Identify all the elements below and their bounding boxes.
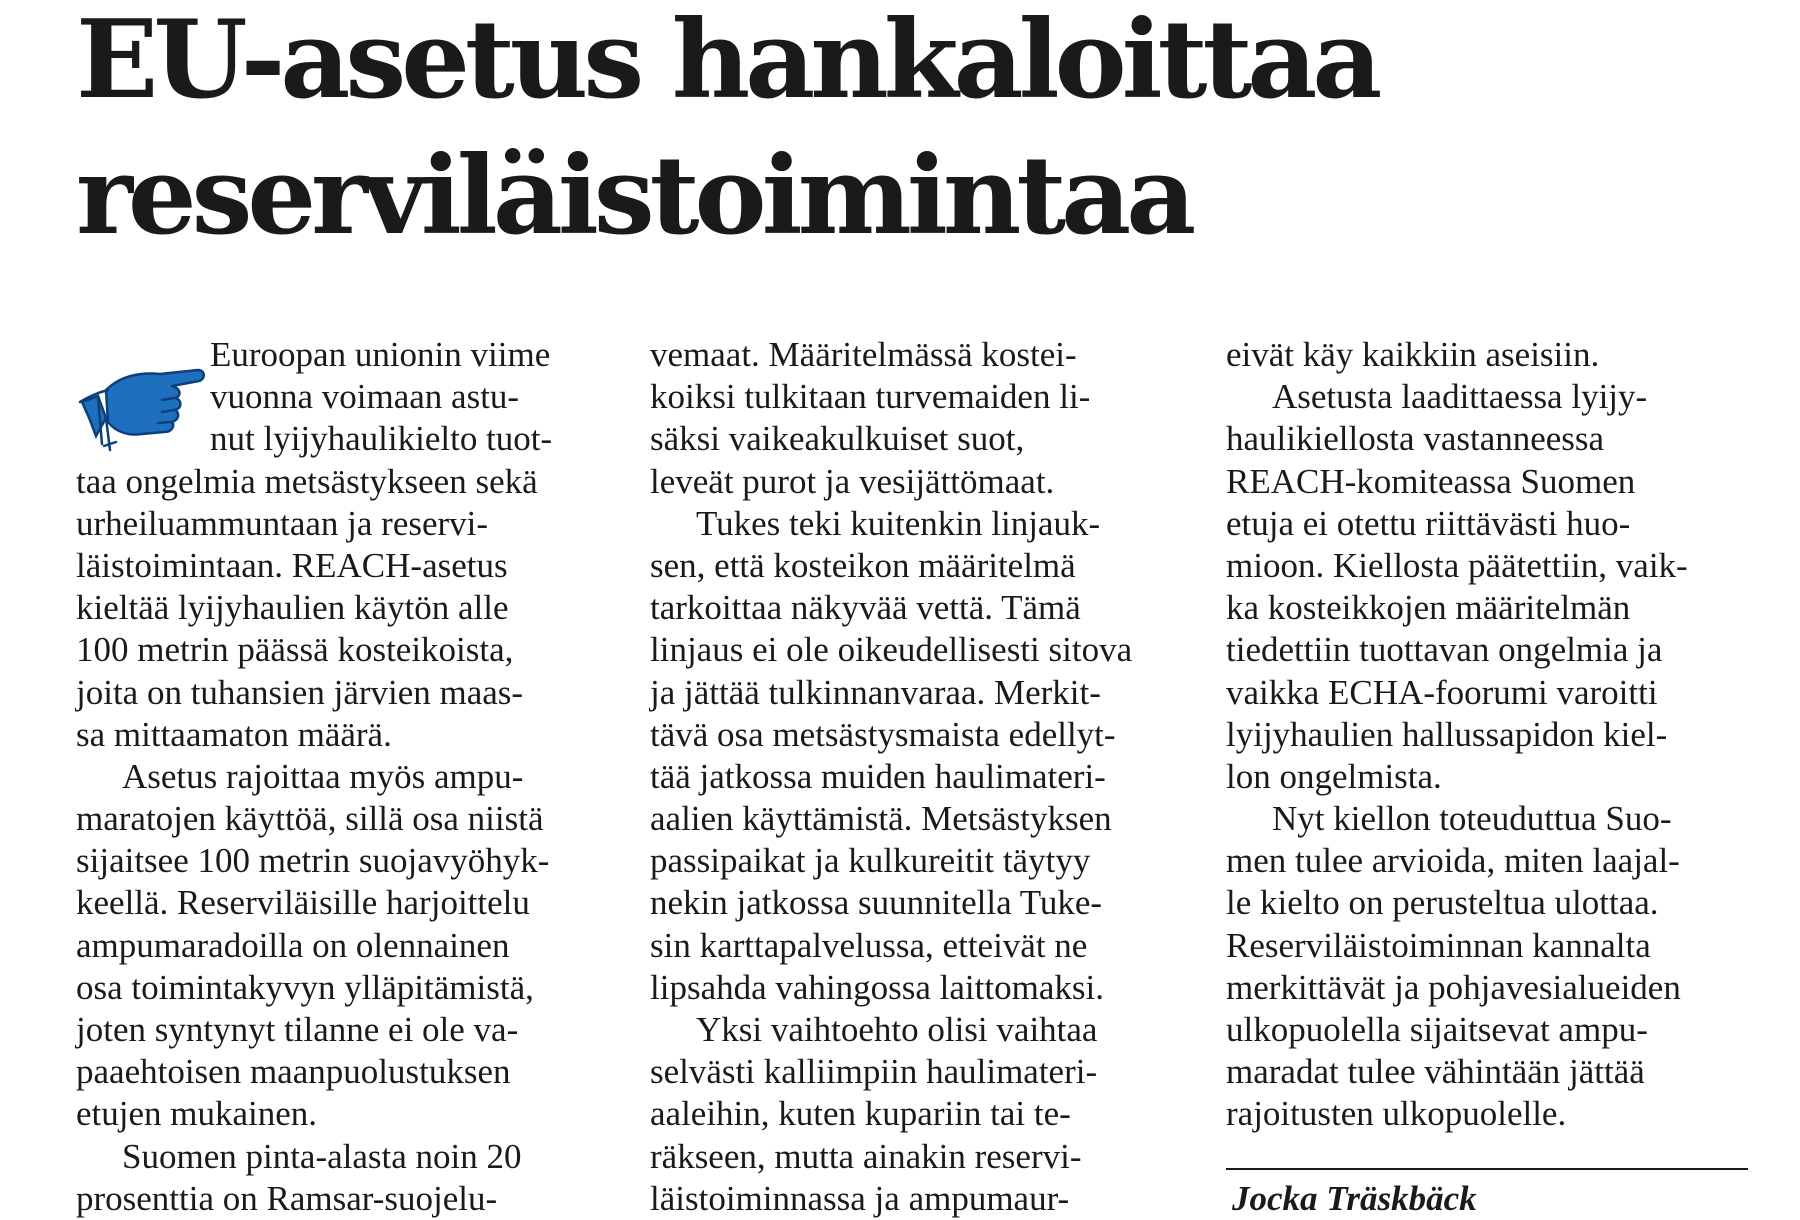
text-line: REACH-komiteassa Suomen <box>1226 461 1636 501</box>
text-line: tävä osa metsästysmaista edellyt- <box>650 714 1116 754</box>
text-line: sijaitsee 100 metrin suojavyöhyk- <box>76 841 550 881</box>
text-line: haulikiellosta vastanneessa <box>1226 419 1605 459</box>
text-line: lipsahda vahingossa laittomaksi. <box>650 967 1104 1007</box>
article-column-1 <box>76 334 616 1220</box>
text-line: sen, että kosteikon määritelmä <box>650 545 1076 585</box>
text-line: paaehtoisen maanpuolustuksen <box>76 1052 511 1092</box>
text-line: ja jättää tulkinnanvaraa. Merkit- <box>650 672 1101 712</box>
text-line: sa mittaamaton määrä. <box>76 714 392 754</box>
text-line: eivät käy kaikkiin aseisiin. <box>1226 335 1600 374</box>
text-line: lon ongelmista. <box>1226 756 1442 796</box>
text-line: joten syntynyt tilanne ei ole va- <box>76 1010 519 1049</box>
text-line: mioon. Kiellosta päätettiin, vaik- <box>1226 545 1688 585</box>
text-line: Tukes teki kuitenkin linjauk- <box>696 503 1101 543</box>
text-line: maratojen käyttöä, sillä osa niistä <box>76 799 544 839</box>
text-line: osa toimintakyvyn ylläpitämistä, <box>76 967 534 1007</box>
text-line: tiedettiin tuottavan ongelmia ja <box>1226 630 1663 670</box>
text-line: räkseen, mutta ainakin reservi- <box>650 1136 1082 1176</box>
text-line: merkittävät ja pohjavesialueiden <box>1226 967 1681 1007</box>
text-line: ulkopuolella sijaitsevat ampu- <box>1226 1010 1648 1049</box>
text-line: ampumaradoilla on olennainen <box>76 925 510 965</box>
text-line: Suomen pinta-alasta noin 20 <box>122 1136 522 1176</box>
byline-divider <box>1226 1168 1748 1170</box>
text-line: keellä. Reserviläisille harjoittelu <box>76 883 530 923</box>
text-line: säksi vaikeakulkuiset suot, <box>650 419 1025 459</box>
headline-line: EU-asetus hankaloittaa <box>76 0 1378 123</box>
text-line: leveät purot ja vesijättömaat. <box>650 461 1055 501</box>
text-line: vuonna voimaan astu- <box>210 377 520 417</box>
text-line: nekin jatkossa suunnitella Tuke- <box>650 883 1103 923</box>
text-line: aalien käyttämistä. Metsästyksen <box>650 799 1112 839</box>
article-column-3 <box>1226 334 1766 1136</box>
text-line: le kielto on perusteltua ulottaa. <box>1226 883 1659 923</box>
text-line: joita on tuhansien järvien maas- <box>76 672 524 712</box>
text-line: urheiluammuntaan ja reservi- <box>76 503 489 543</box>
text-line: Yksi vaihtoehto olisi vaihtaa <box>696 1010 1098 1049</box>
byline: Jocka Träskbäck <box>1232 1179 1477 1218</box>
text-line: kieltää lyijyhaulien käytön alle <box>76 588 509 628</box>
text-line: etuja ei otettu riittävästi huo- <box>1226 503 1631 543</box>
text-line: tää jatkossa muiden haulimateri- <box>650 756 1106 796</box>
text-line: läistoimintaan. REACH-asetus <box>76 545 508 585</box>
text-line: Euroopan unionin viime <box>210 335 551 374</box>
text-line: taa ongelmia metsästykseen sekä <box>76 461 538 501</box>
article-column-2 <box>650 334 1190 1220</box>
text-line: vaikka ECHA-foorumi varoitti <box>1226 672 1658 712</box>
text-line: selvästi kalliimpiin haulimateri- <box>650 1052 1098 1092</box>
text-line: men tulee arvioida, miten laajal- <box>1226 841 1680 881</box>
text-line: linjaus ei ole oikeudellisesti sitova <box>650 630 1133 670</box>
text-line: passipaikat ja kulkureitit täytyy <box>650 841 1091 881</box>
text-line: prosenttia on Ramsar-suojelu- <box>76 1178 498 1218</box>
text-line: Nyt kiellon toteuduttua Suo- <box>1272 799 1672 839</box>
text-line: Asetus rajoittaa myös ampu- <box>122 756 524 796</box>
text-line: lyijyhaulien hallussapidon kiel- <box>1226 714 1668 754</box>
text-line: sin karttapalvelussa, etteivät ne <box>650 925 1088 965</box>
text-line: vemaat. Määritelmässä kostei- <box>650 335 1077 374</box>
text-line: maradat tulee vähintään jättää <box>1226 1052 1645 1092</box>
text-line: ka kosteikkojen määritelmän <box>1226 588 1631 628</box>
text-line: koiksi tulkitaan turvemaiden li- <box>650 377 1091 417</box>
text-line: etujen mukainen. <box>76 1094 318 1134</box>
text-line: Reserviläistoiminnan kannalta <box>1226 925 1651 965</box>
text-line: tarkoittaa näkyvää vettä. Tämä <box>650 588 1081 628</box>
text-line: 100 metrin päässä kosteikoista, <box>76 630 514 670</box>
article-headline <box>76 0 1576 264</box>
headline-line: reserviläistoimintaa <box>76 133 1192 259</box>
text-line: nut lyijyhaulikielto tuot- <box>210 419 553 459</box>
text-line: aaleihin, kuten kupariin tai te- <box>650 1094 1071 1134</box>
text-line: rajoitusten ulkopuolelle. <box>1226 1094 1567 1134</box>
text-line: Asetusta laadittaessa lyijy- <box>1272 377 1648 417</box>
text-line: läistoiminnassa ja ampumaur- <box>650 1178 1070 1218</box>
